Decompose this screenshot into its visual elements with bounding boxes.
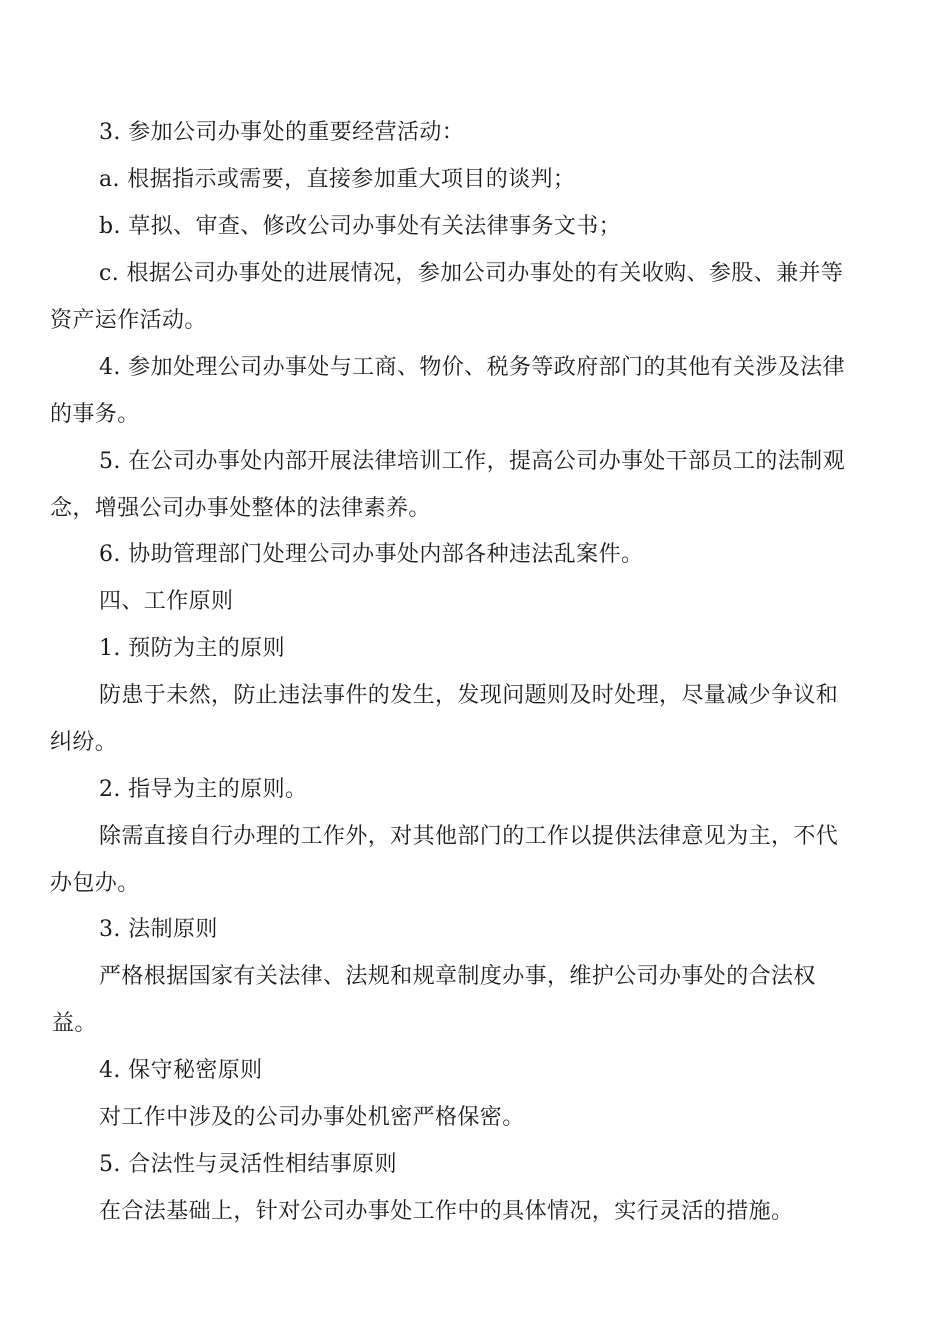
paragraph-line: 6. 协助管理部门处理公司办事处内部各种违法乱案件。 <box>99 542 644 567</box>
paragraph-line: 防患于未然，防止违法事件的发生，发现问题则及时处理，尽量减少争议和 <box>99 683 839 708</box>
paragraph-line: 5. 在公司办事处内部开展法律培训工作，提高公司办事处干部员工的法制观 <box>99 449 845 474</box>
principle-heading: 4. 保守秘密原则 <box>99 1058 263 1083</box>
paragraph-line: 3. 参加公司办事处的重要经营活动： <box>99 120 465 145</box>
paragraph-line: 严格根据国家有关法律、法规和规章制度办事，维护公司办事处的合法权 <box>99 964 816 989</box>
paragraph-line: 办包办。 <box>50 871 140 896</box>
paragraph-line: c. 根据公司办事处的进展情况，参加公司办事处的有关收购、参股、兼并等 <box>99 261 844 286</box>
principle-heading: 1. 预防为主的原则 <box>99 636 285 661</box>
paragraph-line: a. 根据指示或需要，直接参加重大项目的谈判； <box>99 167 576 192</box>
paragraph-line: 在合法基础上，针对公司办事处工作中的具体情况，实行灵活的措施。 <box>99 1199 794 1224</box>
paragraph-line: 念，增强公司办事处整体的法律素养。 <box>50 496 431 521</box>
paragraph-line: 纠纷。 <box>50 730 118 755</box>
paragraph-line: 资产运作活动。 <box>50 308 207 333</box>
principle-heading: 3. 法制原则 <box>99 917 218 942</box>
paragraph-line: 益。 <box>52 1011 97 1036</box>
section-heading: 四、工作原则 <box>99 589 234 614</box>
paragraph-line: 对工作中涉及的公司办事处机密严格保密。 <box>99 1105 525 1130</box>
paragraph-line: b. 草拟、审查、修改公司办事处有关法律事务文书； <box>99 214 622 239</box>
paragraph-line: 4. 参加处理公司办事处与工商、物价、税务等政府部门的其他有关涉及法律 <box>99 355 845 380</box>
principle-heading: 2. 指导为主的原则。 <box>99 777 308 802</box>
paragraph-line: 的事务。 <box>50 402 140 427</box>
principle-heading: 5. 合法性与灵活性相结事原则 <box>99 1152 397 1177</box>
paragraph-line: 除需直接自行办理的工作外，对其他部门的工作以提供法律意见为主，不代 <box>99 824 839 849</box>
